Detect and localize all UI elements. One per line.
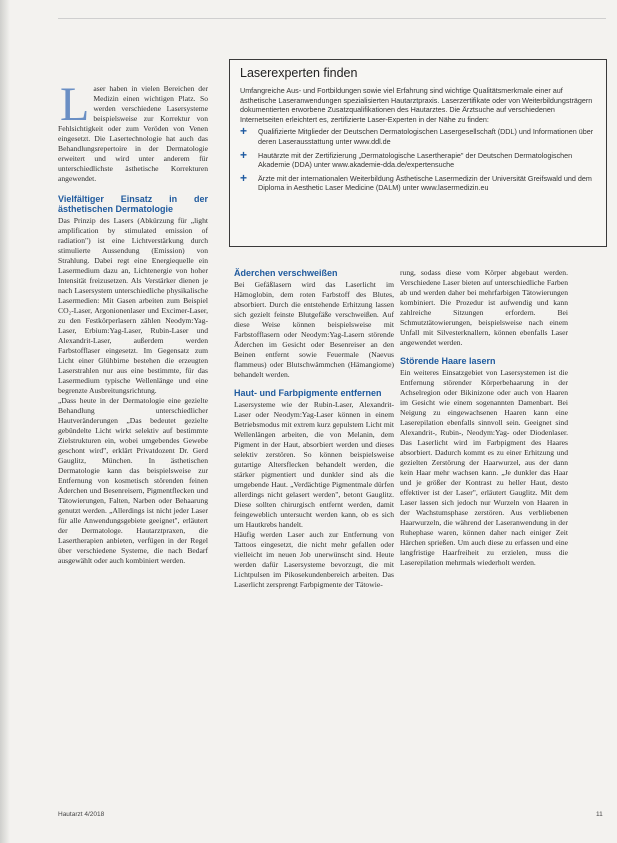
footer-publication: Hautarzt 4/2018 — [58, 811, 105, 818]
body-paragraph: rung, sodass diese vom Körper abgebaut werden. Verschiedene Laser bieten auf unterschiedliche Farben ab und werden daher bei mehrfarbigen Tätowierungen kombiniert. Die Prozedur ist aufwendig und kann zahlreiche Sitzungen erfordern. Bei Schmutztätowierungen, beispielsweise nach einem Unfall mit Silvesterknallern, können ebenfalls Laser angewendet werden. — [400, 268, 568, 347]
body-paragraph: Lasersysteme wie der Rubin-Laser, Alexandrit-Laser oder Neodym:Yag-Laser können in einem Betriebsmodus mit extrem kurz gepulstem Licht mit Wellenlängen arbeiten, die von Melanin, dem Pigment in der Haut, absorbiert werden und dieses selektiv zerstören. So können beispielsweise gutartige Altersflecken behandelt werden, die stärker pigmentiert und dunkler sind als die umgebende Haut. „Verdächtige Pigmentmale dürfen allerdings nicht gelasert werden", betont Gauglitz. Diese sollten chirurgisch entfernt werden, damit feingeweblich untersucht werden kann, ob es sich um Hautkrebs handelt. — [234, 400, 394, 529]
column-2 — [234, 268, 394, 590]
plus-icon: + — [240, 124, 248, 139]
info-box-intro: Umfangreiche Aus- und Fortbildungen sowie viel Erfahrung sind wichtige Qualitätsmerkmale einer auf ästhetische Laseranwendungen spezialisierten Hautarztpraxis. Laserzertifikate oder von Weiterbildungsträgern dokumentierten erworbene Zusatzqualifikationen des Hautarztes. Die Ärztsuche auf verschiedenen Internetseiten erleichtert es, zertifizierte Laser-Experten in der Nähe zu finden: — [240, 86, 593, 124]
drop-cap: L — [60, 78, 90, 131]
column-1 — [58, 78, 208, 566]
top-rule — [58, 18, 606, 19]
page-number: 11 — [596, 811, 603, 818]
info-box-entry — [240, 147, 596, 170]
body-paragraph: Das Prinzip des Lasers (Abkürzung für „light amplification by stimulated emission of radiation") ist eine Lichtverstärkung durch stimulierte Aussendung (Emission) von Strahlung. Dabei regt eine Energiequelle ein Lasermedium dazu an, Lichtenergie von hoher Intensität freizusetzen. Als Verstärker dienen je nach Lasersystem unterschiedliche physikalische Lasermedien: Mit Gasen arbeiten zum Beispiel CO₂-Laser, Argonionenlaser und Excimer-Laser, zu den Festkörperlasern zählen Neodym:Yag-Laser, Erbium:Yag-Laser, Rubin-Laser und Alexandrit-Laser, außerdem werden Farbstofflaser eingesetzt. Im Gegensatz zum Licht einer Glühbirne bestehen die erzeugten Laserstrahlen nur aus eine bestimmte, für das Lasermedium typische Wellenlänge und eine begrenzte Ausbreitungsrichtung. — [58, 216, 208, 395]
intro-text: aser haben in vielen Bereichen der Medizin einen wichtigen Platz. So werden verschiedene Lasersysteme beispielsweise zur Korrektur von Fehlsichtigkeit oder zum Veröden von Venen eingesetzt. Die Lasertechnologie hat auch das Behandlungsrepertoire in der Dermatologie erweitert und wird unter anderem für unterschiedlichste ästhetische Korrekturen angewendet. — [58, 84, 208, 183]
info-box-title: Laserexperten finden — [240, 66, 358, 80]
info-box-entry — [240, 170, 596, 193]
plus-icon: + — [240, 170, 248, 185]
info-box-entry — [240, 124, 596, 146]
section-heading-aederchen: Äderchen verschweißen — [234, 268, 338, 278]
body-paragraph: Häufig werden Laser auch zur Entfernung von Tattoos eingesetzt, die nicht mehr gefallen oder vielleicht im neuen Job unerwünscht sind. Heute werden dafür Lasersysteme bevorzugt, die mit Lichtpulsen im Pikosekundenbereich arbeiten. Das Laserlicht zersprengt Farbpigmente der Tätowie- — [234, 530, 394, 589]
section-heading-pigmente: Haut- und Farbpigmente entfernen — [234, 388, 382, 398]
body-paragraph: „Dass heute in der Dermatologie eine gezielte Behandlung unterschiedlicher Hautveränderungen „Das bedeutet gezielte gebündelte Licht wirkt selektiv auf bestimmte Zielstrukturen ein, wobei umgebendes Gewebe geschont wird", erklärt Privatdozent Dr. Gerd Gauglitz, München. In ästhetischen Dermatologie kann das beispielsweise zur Entfernung von kosmetisch störenden feinen Äderchen und Besenreisern, Pigmentflecken und Tätowierungen, Falten, Narben oder Behaarung genutzt werden. „Allerdings ist nicht jeder Laser für alle Anwendungsgebiete geeignet", erläutert der Dermatologe. Hautarztpraxen, die Lasertherapien anbieten, verfügen in der Regel über verschiedene Systeme, die nach Bedarf ausgewählt oder auch kombiniert werden. — [58, 396, 208, 565]
info-box-entry-text: Hautärzte mit der Zertifizierung „Dermatologische Lasertherapie" der Deutschen Dermatologischen Akademie (DDA) unter www.akademie-dda.de/expertensuche — [258, 150, 573, 170]
page-fold-shadow — [0, 0, 10, 843]
body-paragraph: Bei Gefäßlasern wird das Laserlicht im Hämoglobin, dem roten Farbstoff des Blutes, absorbiert. Durch die entstehende Erhitzung lassen sich gezielt feinste Blutgefäße verschweißen. Auf diese Weise können beispielsweise mit Farbstofflasern oder Neodym:Yag-Lasern störende Äderchen im Gesicht oder Besenreiser an den Beinen entfernt sowie Feuermale (Naevus flammeus) oder Blutschwämmchen (Hämangiome) behandelt werden. — [234, 280, 394, 379]
column-3 — [400, 268, 568, 568]
info-box-entry-text: Qualifizierte Mitglieder der Deutschen Dermatologischen Lasergesellschaft (DDL) und Informationen über deren Laserausstattung unter www.ddl.de — [258, 127, 594, 146]
section-heading-haare: Störende Haare lasern — [400, 356, 496, 366]
info-box-laser-experts — [229, 59, 607, 247]
intro-paragraph — [58, 78, 208, 184]
body-paragraph: Ein weiteres Einsatzgebiet von Lasersystemen ist die Entfernung störender Körperbehaarung in der Achselregion oder Bikinizone oder auch von Haaren im Gesicht wie einem sogenannten Damenbart. Bei Neigung zu eingewachsenen Haaren kann eine Laserepilation ebenfalls sinnvoll sein. Geeignet sind Alexandrit-, Rubin-, Neodym:Yag- oder Diodenlaser. Das Laserlicht wird im Farbpigment des Haares absorbiert. Dadurch kommt es zu einer Erhitzung und gezielten Zerstörung der Haarwurzel, aus der dann kein Haar mehr wachsen kann. „Je dunkler das Haar und je größer der Kontrast zu heller Haut, desto effektiver ist der Laser", erläutert Gauglitz. Mit dem Laser lassen sich jedoch nur Wurzeln von Haaren in der Wachstumsphase zerstören. Aus verbliebenen Haarwurzeln, die während der Laseranwendung in der Ruhephase waren, können daher nach einiger Zeit Härchen sprießen. Um auch diese zu erfassen und eine langfristige Haarfreiheit zu erzielen, muss die Laserepilation mehrmals wiederholt werden. — [400, 368, 568, 567]
section-heading-vielfaeltiger-einsatz: Vielfältiger Einsatz in der ästhetischen Dermatologie — [58, 194, 208, 214]
info-box-entry-text: Ärzte mit der internationalen Weiterbildung Ästhetische Lasermedizin der Universität Greifswald und dem Diploma in Aesthetic Laser Medicine (DALM) unter www.lasermedizin.eu — [258, 173, 592, 193]
plus-icon: + — [240, 147, 248, 162]
